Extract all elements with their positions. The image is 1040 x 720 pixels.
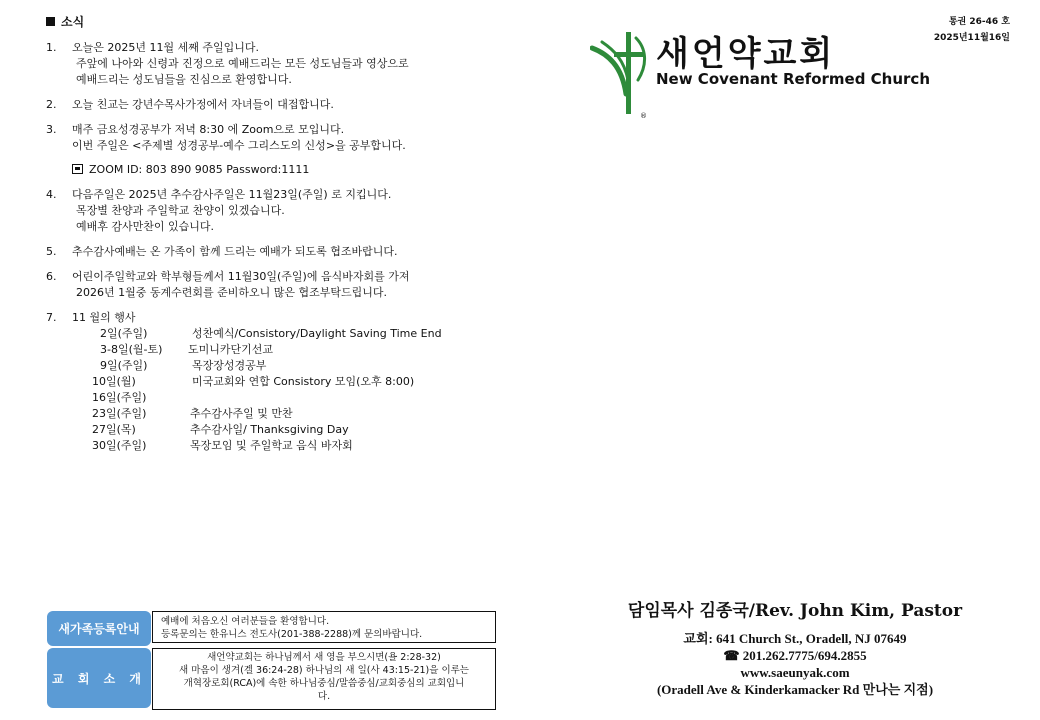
news-section-title: 소식 xyxy=(46,14,566,30)
church-directions: (Oradell Ave & Kinderkamacker Rd 만나는 지점) xyxy=(656,682,934,697)
bulletin-volume: 통권 26-46 호 xyxy=(948,17,1010,27)
schedule-row: 30일(주일) 목장모임 및 주일학교 음식 바자회 xyxy=(92,439,353,452)
church-name-english: New Covenant Reformed Church xyxy=(656,70,930,88)
intro-label: 교 회 소 개 xyxy=(47,648,151,708)
news-item: 5. 추수감사예배는 온 가족이 함께 드리는 예배가 되도록 협조바랍니다. xyxy=(46,245,398,258)
schedule-row: 3-8일(월-토) 도미니카단기선교 xyxy=(100,343,274,356)
news-item: 4. 다음주일은 2025년 추수감사주일은 11월23일(주일) 로 지킵니다. 목장별 찬양과 주일학교 찬양이 있겠습니다. 예배후 감사만찬이 있습니다. xyxy=(46,188,392,233)
square-bullet-icon xyxy=(46,17,55,26)
news-item: 6. 어린이주일학교와 학부형들께서 11월30일(주일)에 음식바자회를 가져 2026년 1월중 동계수련회를 준비하오니 많은 협조부탁드립니다. xyxy=(46,270,410,299)
contact-info xyxy=(600,630,990,698)
church-address: 교회: 641 Church St., Oradell, NJ 07649 xyxy=(683,631,907,646)
news-item: 2. 오늘 친교는 강년수목사가정에서 자녀들이 대접합니다. xyxy=(46,98,334,111)
schedule-row: 2일(주일) 성찬예식/Consistory/Daylight Saving Time End xyxy=(100,327,442,340)
cross-icon xyxy=(590,30,656,120)
schedule-row: 27일(목) 추수감사일/ Thanksgiving Day xyxy=(92,423,349,436)
newcomer-info: 예배에 처음오신 여러분들을 환영합니다. 등록문의는 한유니스 전도사(201-388-2288)께 문의바랍니다. xyxy=(152,611,496,643)
church-website[interactable]: www.saeunyak.com xyxy=(740,665,850,680)
schedule-row: 10일(월) 미국교회와 연합 Consistory 모임(오후 8:00) xyxy=(92,375,415,388)
intro-info: 새언약교회는 하나님께서 새 영을 부으시면(욜 2:28-32) 새 마음이 생겨(겔 36:24-28) 하나님의 새 일(사 43:15-21)을 이루는 개혁장로회(RCA)에 속한 하나님중심/말씀중심/교회중심의 교회입니 다. xyxy=(152,648,496,710)
bulletin-date: 2025년11월16일 xyxy=(933,33,1010,43)
event-schedule xyxy=(72,326,442,454)
news-item: 7. 11 월의 행사 2일(주일) 성찬예식/Consistory/Daylight Saving Time End 3-8일(월-토) 도미니카단기선교 9일(주일) 목장장성경공부 10일(월) 미국교회와 연합 Consistory 모임(오후 8:00) 16일(주일) 23일(주일) 추수감사주일 및 만찬 27일(목) 추수감사일/ Thanksgiving Day 30일(주일) 목장모임 및 주일학교 음식 바자회 xyxy=(46,311,442,452)
zoom-info: ZOOM ID: 803 890 9085 Password:1111 xyxy=(72,162,406,178)
pastor-name: 담임목사 김종국/Rev. John Kim, Pastor xyxy=(627,601,963,621)
newcomer-label: 새가족등록안내 xyxy=(47,611,151,646)
church-logo xyxy=(590,30,990,120)
news-item: 1. 오늘은 2025년 11월 세째 주일입니다. 주앞에 나아와 신령과 진정으로 예배드리는 모든 성도님들과 영상으로 예배드리는 성도님들을 진심으로 환영합니다. xyxy=(46,41,409,86)
zoom-icon xyxy=(72,164,83,174)
registered-mark: ® xyxy=(640,112,647,120)
news-section xyxy=(46,14,566,463)
schedule-row: 23일(주일) 추수감사주일 및 만찬 xyxy=(92,407,293,420)
schedule-row: 9일(주일) 목장장성경공부 xyxy=(100,359,267,372)
church-phone: ☎ 201.262.7775/694.2855 xyxy=(723,648,867,663)
church-name-korean: 새언약교회 xyxy=(656,34,836,74)
schedule-row: 16일(주일) xyxy=(92,391,147,404)
news-item: 3. 매주 금요성경공부가 저녁 8:30 에 Zoom으로 모입니다. 이번 주일은 <주제별 성경공부-예수 그리스도의 신성>을 공부합니다. ZOOM ID: 803 890 9085 Password:1111 xyxy=(46,123,406,176)
